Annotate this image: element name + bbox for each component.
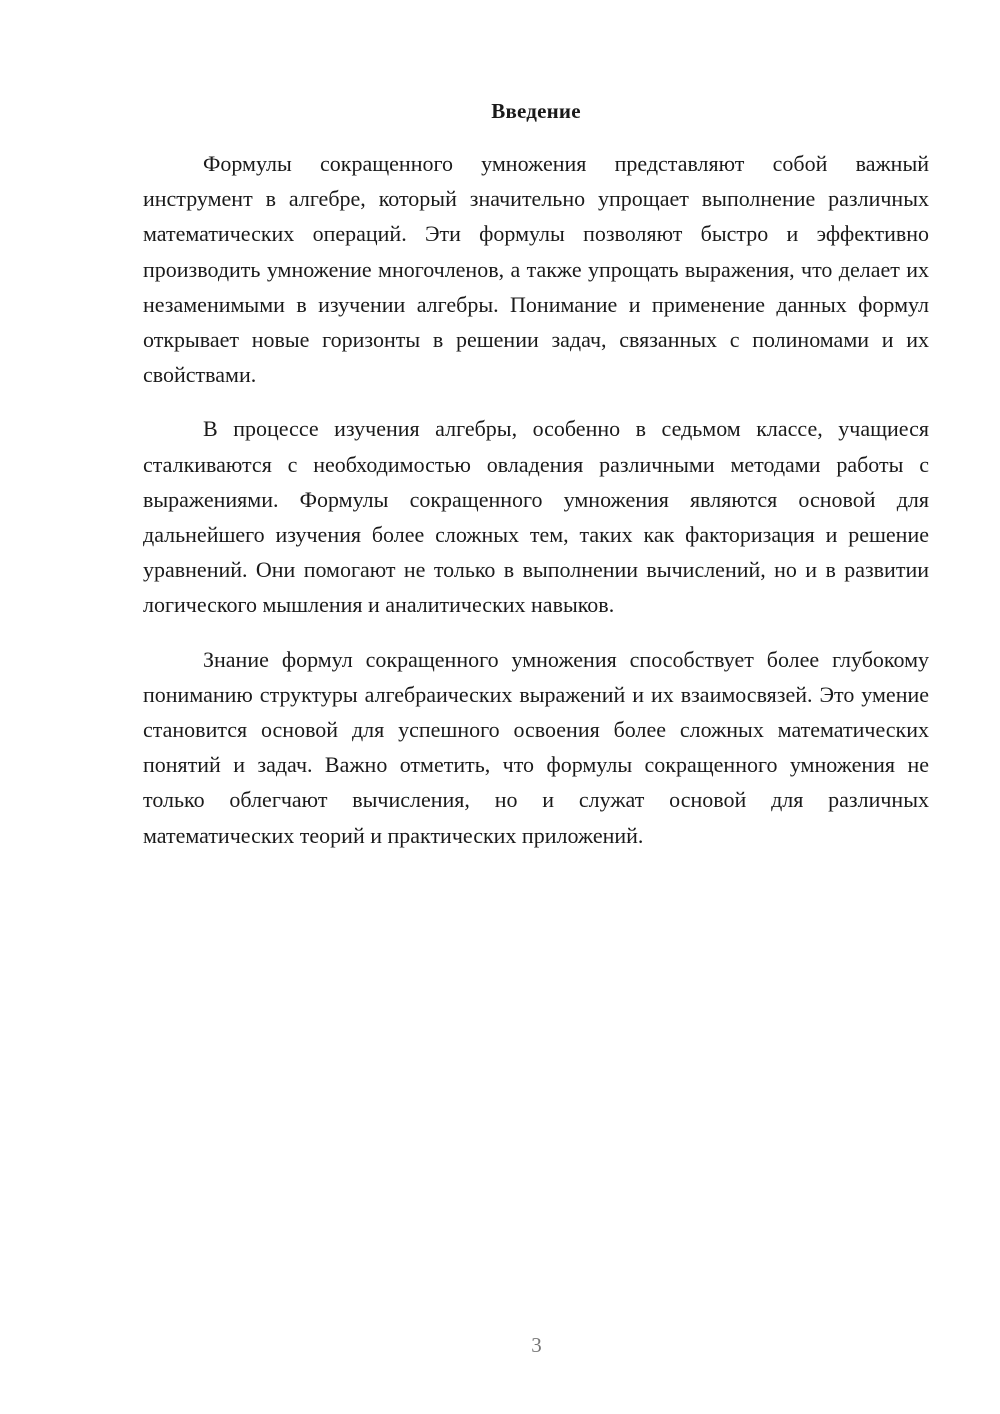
section-title: Введение (491, 99, 581, 123)
page-number: 3 (531, 1333, 542, 1357)
page-content (143, 96, 929, 872)
paragraph-2: В процессе изучения алгебры, особенно в седьмом классе, учащиеся сталкиваются с необходимостью овладения различными методами работы с выражениями. Формулы сокращенного умножения являются основой для дальнейшего изучения более сложных тем, таких как факторизация и решение уравнений. Они помогают не только в выполнении вычислений, но и в развитии логического мышления и аналитических навыков. (143, 416, 929, 618)
paragraph-1: Формулы сокращенного умножения представляют собой важный инструмент в алгебре, который значительно упрощает выполнение различных математических операций. Эти формулы позволяют быстро и эффективно производить умножение многочленов, а также упрощать выражения, что делает их незаменимыми в изучении алгебры. Понимание и применение данных формул открывает новые горизонты в решении задач, связанных с полиномами и их свойствами. (143, 151, 929, 388)
paragraph-3: Знание формул сокращенного умножения способствует более глубокому пониманию структуры алгебраических выражений и их взаимосвязей. Это умение становится основой для успешного освоения более сложных математических понятий и задач. Важно отметить, что формулы сокращенного умножения не только облегчают вычисления, но и служат основой для различных математических теорий и практических приложений. (143, 646, 929, 848)
